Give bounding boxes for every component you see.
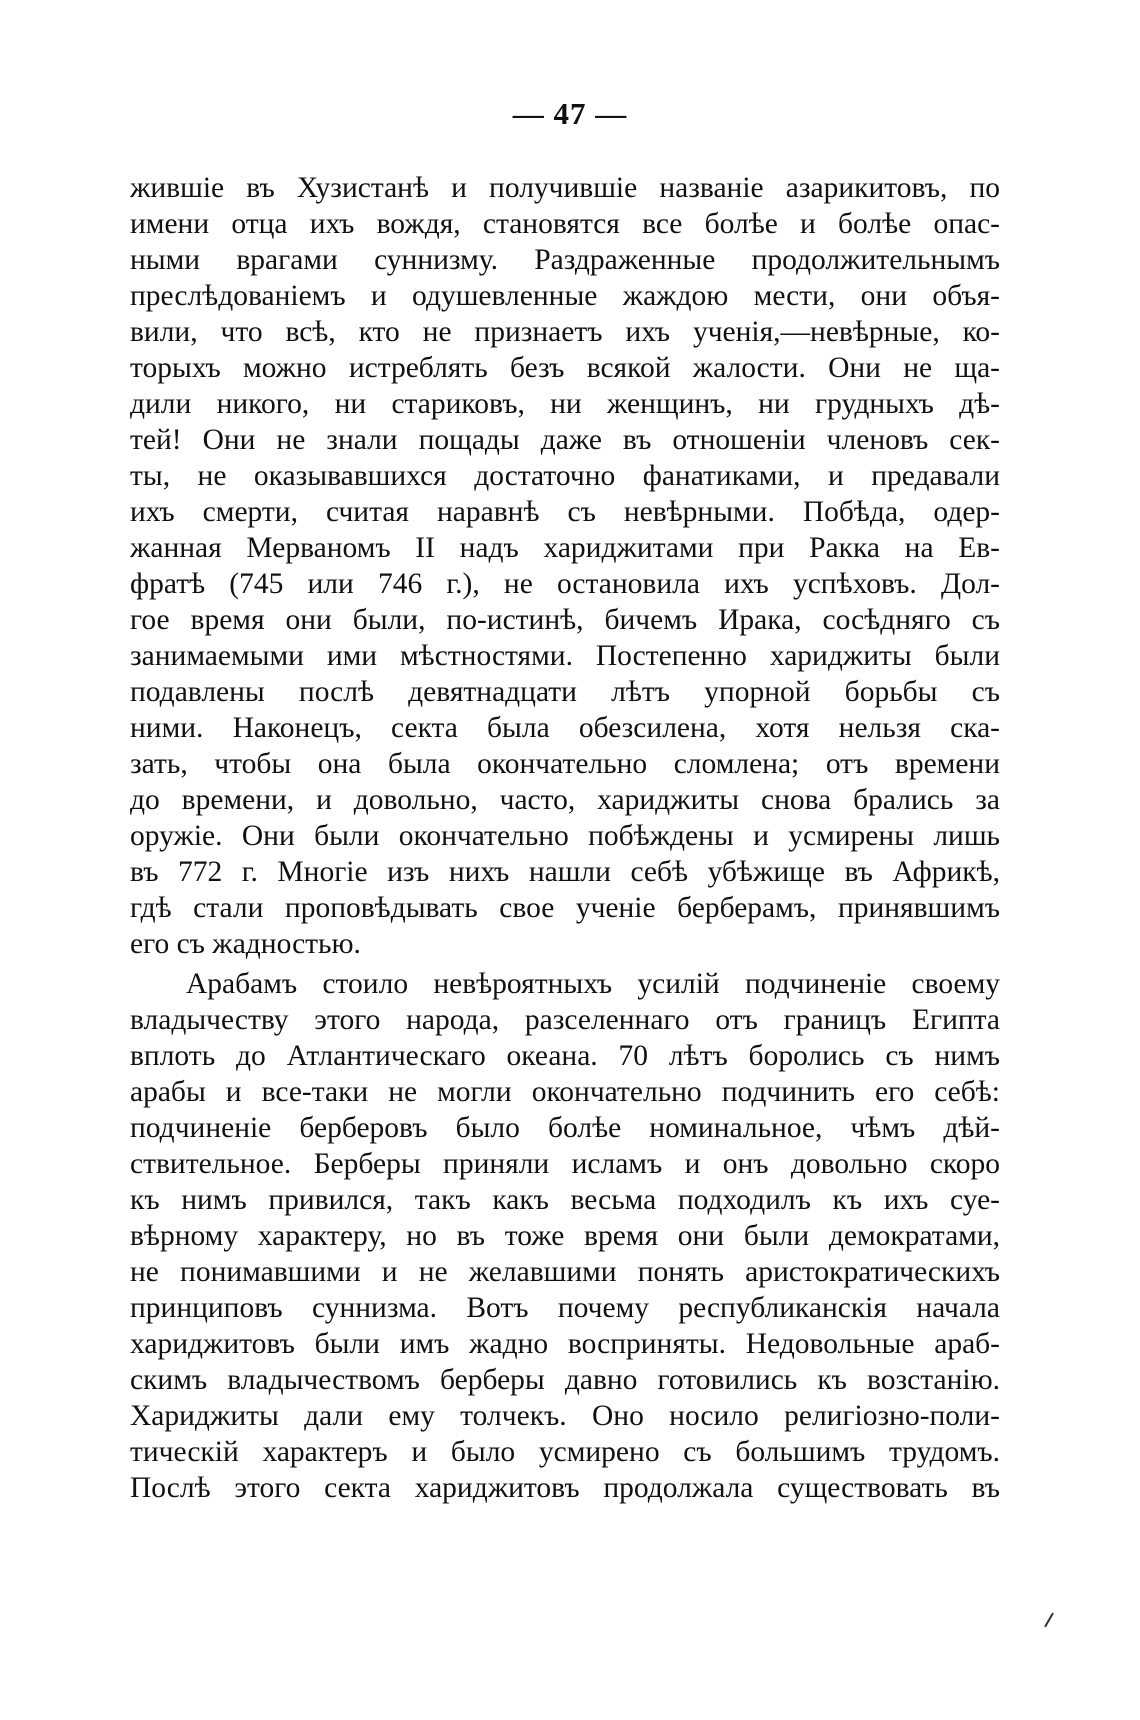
text-line: занимаемыми ими мѣстностями. Постепенно хариджиты были <box>130 640 1000 672</box>
text-line: тей! Они не знали пощады даже въ отношеніи членовъ сек- <box>130 424 1000 456</box>
text-line: не понимавшими и не желавшими понять аристократическихъ <box>130 1256 1000 1288</box>
text-line: Арабамъ стоило невѣроятныхъ усилій подчиненіе своему <box>186 968 1000 1000</box>
text-line: тическій характеръ и было усмирено съ большимъ трудомъ. <box>130 1436 1000 1468</box>
text-line: арабы и все-таки не могли окончательно подчинить его себѣ: <box>130 1076 1000 1108</box>
text-line: скимъ владычествомъ берберы давно готовились къ возстанію. <box>130 1364 1000 1396</box>
text-line: гое время они были, по-истинѣ, бичемъ Ирака, сосѣдняго съ <box>130 604 1000 636</box>
text-line: къ нимъ привился, такъ какъ весьма подходилъ къ ихъ суе- <box>130 1184 1000 1216</box>
text-line: подавлены послѣ девятнадцати лѣтъ упорной борьбы съ <box>130 676 1000 708</box>
text-line: имени отца ихъ вождя, становятся все болѣе и болѣе опас- <box>130 208 1000 240</box>
text-line: ты, не оказывавшихся достаточно фанатиками, и предавали <box>130 460 1000 492</box>
text-line: Хариджиты дали ему толчекъ. Оно носило религіозно-поли- <box>130 1400 1000 1432</box>
text-line: жившіе въ Хузистанѣ и получившіе названіе азарикитовъ, по <box>130 172 1000 204</box>
text-line: вѣрному характеру, но въ тоже время они были демократами, <box>130 1220 1000 1252</box>
paragraph-2 <box>130 966 1000 1506</box>
text-line: хариджитовъ были имъ жадно восприняты. Недовольные араб- <box>130 1328 1000 1360</box>
text-line: его съ жадностью. <box>130 928 361 960</box>
body-text <box>130 170 1000 1506</box>
text-line: владычеству этого народа, разселеннаго отъ границъ Египта <box>130 1004 1000 1036</box>
text-line: фратѣ (745 или 746 г.), не остановила ихъ успѣховъ. Дол- <box>130 568 1000 600</box>
text-line: ствительное. Берберы приняли исламъ и онъ довольно скоро <box>130 1148 1000 1180</box>
text-line: до времени, и довольно, часто, хариджиты снова брались за <box>130 784 1000 816</box>
paragraph-1 <box>130 170 1000 962</box>
text-line: оружіе. Они были окончательно побѣждены и усмирены лишь <box>130 820 1000 852</box>
text-line: зать, чтобы она была окончательно сломлена; отъ времени <box>130 748 1000 780</box>
text-line: Послѣ этого секта хариджитовъ продолжала существовать въ <box>130 1472 1000 1504</box>
text-line: ними. Наконецъ, секта была обезсилена, хотя нельзя ска- <box>130 712 1000 744</box>
scan-speck-mark <box>1044 1613 1054 1628</box>
text-line: вплоть до Атлантическаго океана. 70 лѣтъ боролись съ нимъ <box>130 1040 1000 1072</box>
text-line: дили никого, ни стариковъ, ни женщинъ, ни грудныхъ дѣ- <box>130 388 1000 420</box>
text-line: въ 772 г. Многіе изъ нихъ нашли себѣ убѣжище въ Африкѣ, <box>130 856 1000 888</box>
text-line: вили, что всѣ, кто не признаетъ ихъ ученія,—невѣрные, ко- <box>130 316 1000 348</box>
text-line: торыхъ можно истреблять безъ всякой жалости. Они не ща- <box>130 352 1000 384</box>
text-line: ными врагами суннизму. Раздраженные продолжительнымъ <box>130 244 1000 276</box>
text-line: преслѣдованіемъ и одушевленные жаждою мести, они объя- <box>130 280 1000 312</box>
text-line: принциповъ суннизма. Вотъ почему республиканскія начала <box>130 1292 1000 1324</box>
text-line: ихъ смерти, считая наравнѣ съ невѣрными. Побѣда, одер- <box>130 496 1000 528</box>
text-line: подчиненіе берберовъ было болѣе номинальное, чѣмъ дѣй- <box>130 1112 1000 1144</box>
text-line: гдѣ стали проповѣдывать свое ученіе берберамъ, принявшимъ <box>130 892 1000 924</box>
text-line: жанная Мерваномъ II надъ хариджитами при Ракка на Ев- <box>130 532 1000 564</box>
page-number: — 47 — <box>512 96 628 131</box>
